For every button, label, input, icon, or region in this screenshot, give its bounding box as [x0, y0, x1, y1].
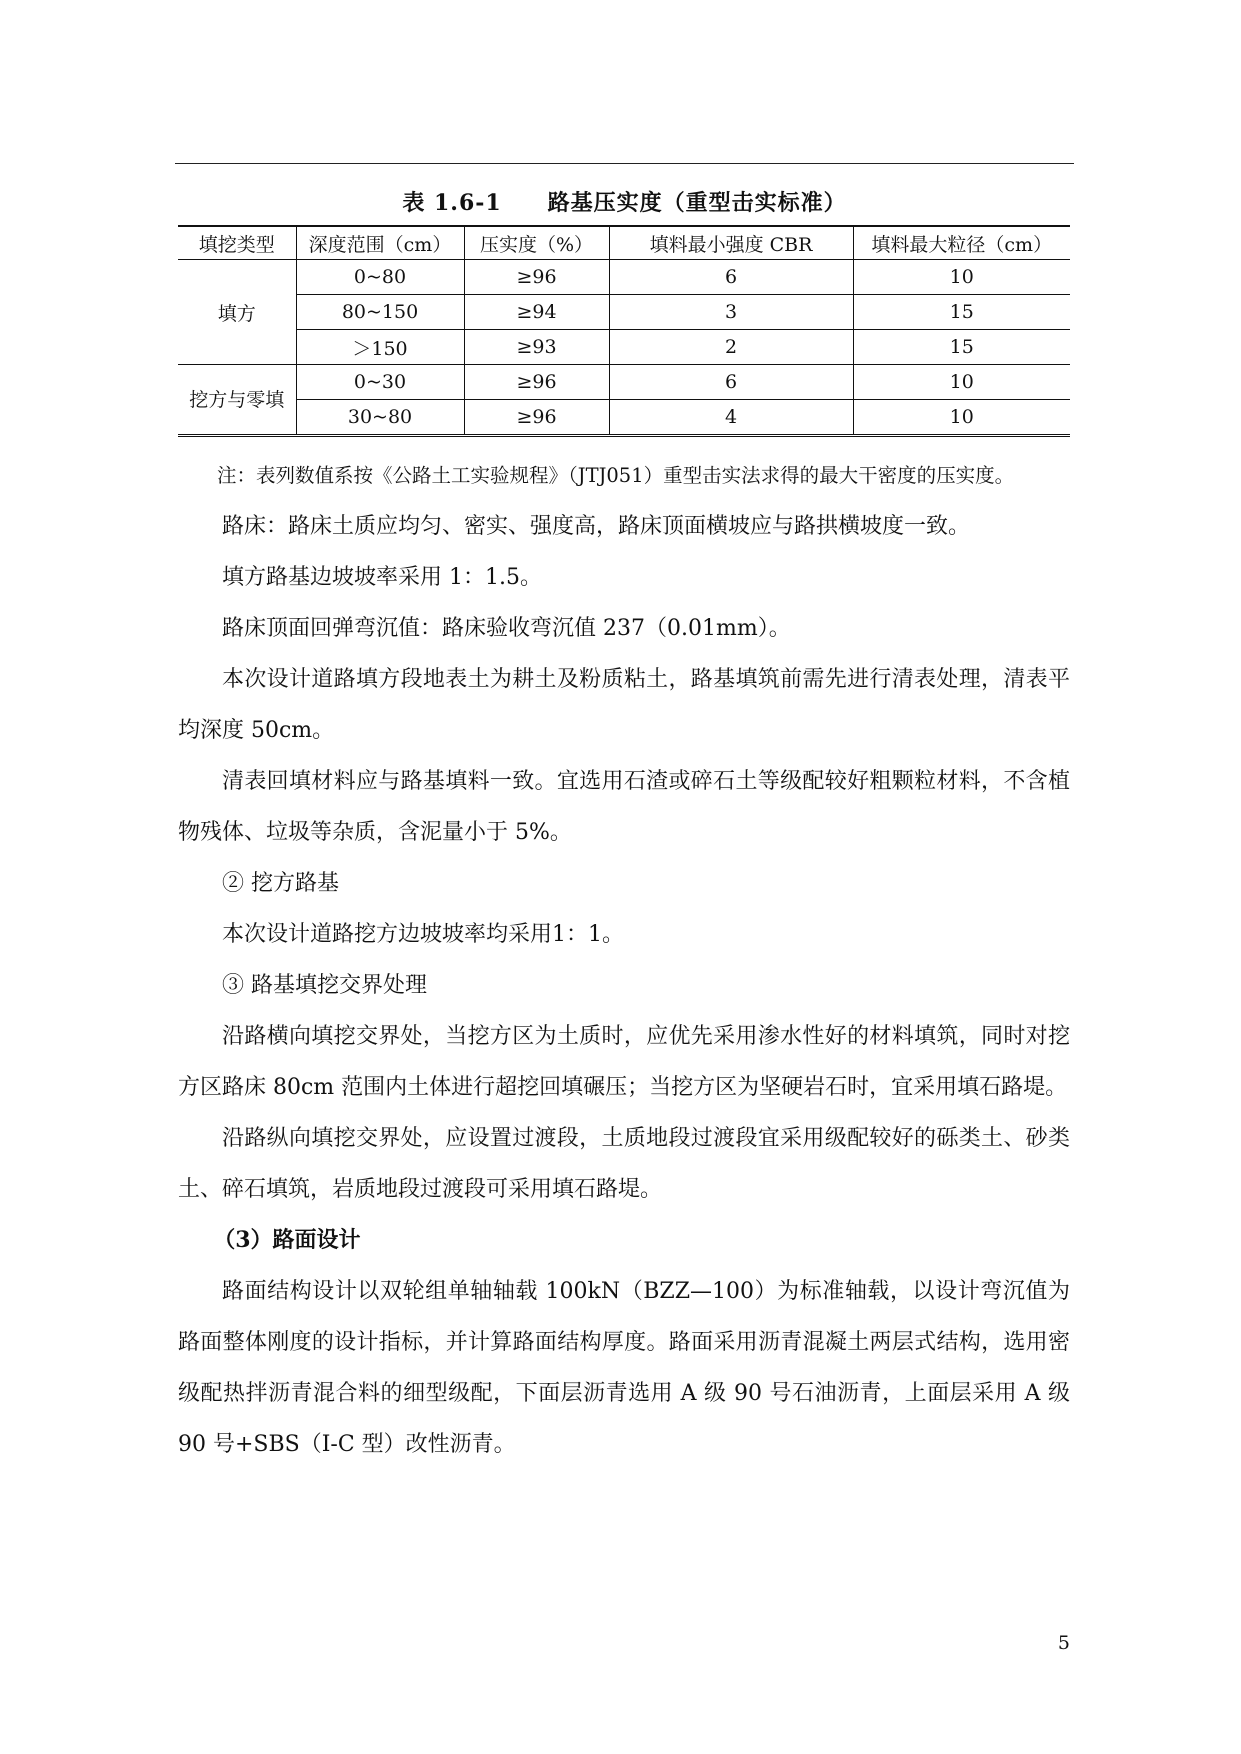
- paragraph-cut-slope: 本次设计道路挖方边坡坡率均采用1：1。: [222, 922, 624, 947]
- compaction-cell: ≥96: [464, 260, 609, 295]
- table-row: [178, 330, 1070, 365]
- size-cell: 10: [853, 400, 1070, 436]
- depth-cell: 80~150: [296, 295, 464, 330]
- subheading-cut-fill-transition: ③ 路基填挖交界处理: [222, 973, 427, 998]
- compaction-cell: ≥96: [464, 365, 609, 400]
- fill-type-cell: 填方: [178, 260, 296, 365]
- paragraph-backfill: 清表回填材料应与路基填料一致。宜选用石渣或碎石土等级配较好粗颗粒材料，不含植物残体、垃圾等杂质，含泥量小于 5%。: [178, 769, 1070, 845]
- depth-cell: 0~30: [296, 365, 464, 400]
- subheading-cut-subgrade: ② 挖方路基: [222, 871, 339, 896]
- paragraph-transverse-transition: 沿路横向填挖交界处，当挖方区为土质时，应优先采用渗水性好的材料填筑，同时对挖方区路床 80cm 范围内土体进行超挖回填碾压；当挖方区为坚硬岩石时，宜采用填石路堤。: [178, 1024, 1070, 1100]
- depth-cell: 0~80: [296, 260, 464, 295]
- table-row: [178, 400, 1070, 436]
- compaction-cell: ≥93: [464, 330, 609, 365]
- paragraph-clearing: 本次设计道路填方段地表土为耕土及粉质粘土，路基填筑前需先进行清表处理，清表平均深度 50cm。: [178, 667, 1070, 743]
- depth-cell: 30~80: [296, 400, 464, 436]
- header-depth: 深度范围（cm）: [296, 226, 464, 260]
- section-heading-pavement: （3）路面设计: [213, 1227, 361, 1253]
- depth-cell: ＞150: [296, 330, 464, 365]
- cbr-cell: 6: [609, 260, 853, 295]
- header-max-size: 填料最大粒径（cm）: [853, 226, 1070, 260]
- cbr-cell: 4: [609, 400, 853, 436]
- paragraph-longitudinal-transition: 沿路纵向填挖交界处，应设置过渡段，土质地段过渡段宜采用级配较好的砾类土、砂类土、碎石填筑，岩质地段过渡段可采用填石路堤。: [178, 1126, 1070, 1202]
- compaction-cell: ≥94: [464, 295, 609, 330]
- size-cell: 15: [853, 330, 1070, 365]
- table-header-row: [178, 226, 1070, 260]
- table-title: 表 1.6-1 路基压实度（重型击实标准）: [402, 190, 847, 216]
- table-row: [178, 295, 1070, 330]
- cbr-cell: 6: [609, 365, 853, 400]
- cbr-cell: 2: [609, 330, 853, 365]
- compaction-cell: ≥96: [464, 400, 609, 436]
- size-cell: 10: [853, 260, 1070, 295]
- body-text: [178, 450, 1070, 1470]
- paragraph-deflection: 路床顶面回弹弯沉值：路床验收弯沉值 237（0.01mm）。: [222, 616, 791, 641]
- header-compaction: 压实度（%）: [464, 226, 609, 260]
- paragraph-fill-slope: 填方路基边坡坡率采用 1：1.5。: [222, 565, 542, 590]
- paragraph-pavement-structure: 路面结构设计以双轮组单轴轴载 100kN（BZZ—100）为标准轴载，以设计弯沉值为路面整体刚度的设计指标，并计算路面结构厚度。路面采用沥青混凝土两层式结构，选用密级配热拌沥青混合料的细型级配，下面层沥青选用 A 级 90 号石油沥青，上面层采用 A 级 90 号+SBS（I-C 型）改性沥青。: [178, 1279, 1070, 1457]
- size-cell: 10: [853, 365, 1070, 400]
- header-min-cbr: 填料最小强度 CBR: [609, 226, 853, 260]
- paragraph-subgrade-bed: 路床：路床土质应均匀、密实、强度高，路床顶面横坡应与路拱横坡度一致。: [222, 514, 971, 539]
- table-row: [178, 260, 1070, 295]
- table-row: [178, 365, 1070, 400]
- header-fill-type: 填挖类型: [178, 226, 296, 260]
- size-cell: 15: [853, 295, 1070, 330]
- fill-type-cell: 挖方与零填: [178, 365, 296, 436]
- compaction-table: [178, 225, 1070, 437]
- page-number: 5: [1057, 1632, 1070, 1654]
- cbr-cell: 3: [609, 295, 853, 330]
- table-note: 注：表列数值系按《公路土工实验规程》（JTJ051）重型击实法求得的最大干密度的压实度。: [217, 464, 1015, 487]
- header-rule: [175, 163, 1074, 164]
